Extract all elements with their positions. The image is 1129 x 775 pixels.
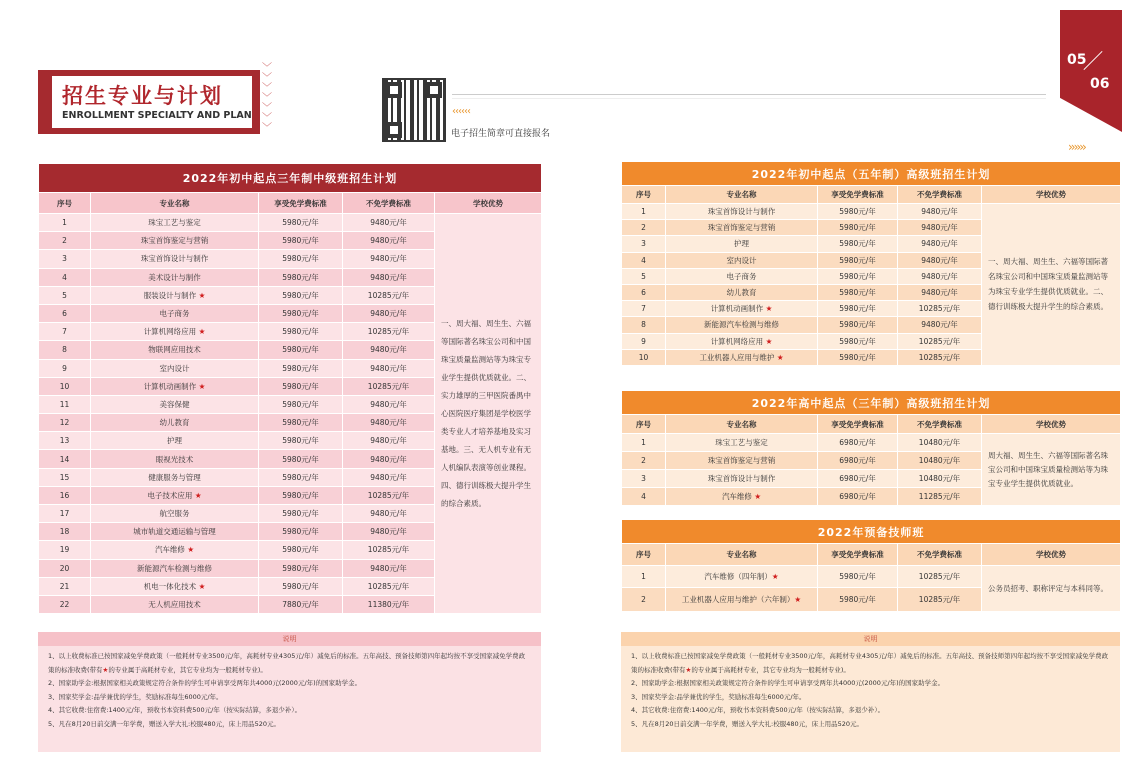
page-number-right: 06 xyxy=(1090,76,1110,92)
table-cell: 室内设计 xyxy=(666,252,818,268)
table-cell: 9480元/年 xyxy=(343,450,435,468)
table-cell: 汽车维修 ★ xyxy=(666,488,818,506)
table-cell: 11285元/年 xyxy=(898,488,982,506)
table-cell: 9480元/年 xyxy=(898,317,982,333)
note-line: 2、国家助学金:根据国家相关政策规定符合条件的学生可申请享受两年共4000元(2000元/年)的国家助学金。 xyxy=(48,679,362,687)
note-line: 2、国家助学金:根据国家相关政策规定符合条件的学生可申请享受两年共4000元(2000元/年)的国家助学金。 xyxy=(631,679,945,687)
table-cell: 9480元/年 xyxy=(343,432,435,450)
table-cell: 机电一体化技术 ★ xyxy=(91,577,259,595)
table-cell: 5980元/年 xyxy=(259,486,343,504)
table-cell: 9480元/年 xyxy=(898,268,982,284)
table-cell: 16 xyxy=(39,486,91,504)
table-cell: 9 xyxy=(39,359,91,377)
table-cell: 5980元/年 xyxy=(259,214,343,232)
table-cell: 10285元/年 xyxy=(898,333,982,349)
table-cell: 5980元/年 xyxy=(259,341,343,359)
notes-box-right xyxy=(621,632,1120,752)
column-header: 学校优势 xyxy=(435,193,542,214)
table-cell: 汽车维修 ★ xyxy=(91,541,259,559)
table-cell: 服装设计与制作 ★ xyxy=(91,286,259,304)
table-title: 2022年高中起点（三年制）高级班招生计划 xyxy=(622,391,1121,415)
table-cell: 5980元/年 xyxy=(818,333,898,349)
table-cell: 5980元/年 xyxy=(818,236,898,252)
table-cell: 5980元/年 xyxy=(259,359,343,377)
table-cell: 1 xyxy=(39,214,91,232)
table-cell: 新能源汽车检测与维修 xyxy=(91,559,259,577)
table-cell: 珠宝首饰鉴定与营销 xyxy=(666,220,818,236)
table-cell: 5980元/年 xyxy=(818,252,898,268)
table-cell: 4 xyxy=(622,252,666,268)
column-header: 序号 xyxy=(622,415,666,434)
table-cell: 9480元/年 xyxy=(343,359,435,377)
table-cell: 无人机应用技术 xyxy=(91,595,259,613)
table-cell: 9480元/年 xyxy=(343,304,435,322)
column-header: 学校优势 xyxy=(982,544,1121,566)
table-cell: 7 xyxy=(39,323,91,341)
table-cell: 10285元/年 xyxy=(343,541,435,559)
table-cell: 5980元/年 xyxy=(259,577,343,595)
table-cell: 6980元/年 xyxy=(818,488,898,506)
table-cell: 珠宝首饰设计与制作 xyxy=(666,470,818,488)
table-cell: 9480元/年 xyxy=(343,523,435,541)
table-cell: 8 xyxy=(39,341,91,359)
table-cell: 电子技术应用 ★ xyxy=(91,486,259,504)
qr-caption: 电子招生简章可直接报名 xyxy=(451,129,551,139)
table-cell: 9 xyxy=(622,333,666,349)
column-header: 专业名称 xyxy=(666,544,818,566)
table-cell: 珠宝首饰鉴定与营销 xyxy=(666,452,818,470)
table-cell: 护理 xyxy=(91,432,259,450)
page-subtitle: ENROLLMENT SPECIALTY AND PLAN xyxy=(62,110,252,121)
table-cell: 10285元/年 xyxy=(898,349,982,365)
table-cell: 10285元/年 xyxy=(898,301,982,317)
star-icon: ★ xyxy=(754,492,762,501)
note-line: 4、其它收费:住宿费:1400元/年，预收书本资料费500元/年（按实际结算，多退少补）。 xyxy=(631,706,885,714)
table-cell: 5980元/年 xyxy=(259,432,343,450)
table-title: 2022年预备技师班 xyxy=(622,520,1121,544)
table-cell: 10285元/年 xyxy=(343,286,435,304)
table-cell: 9480元/年 xyxy=(343,468,435,486)
table-cell: 22 xyxy=(39,595,91,613)
table-cell: 11380元/年 xyxy=(343,595,435,613)
table-cell: 10285元/年 xyxy=(343,577,435,595)
star-icon: ★ xyxy=(771,572,779,581)
table-cell: 5980元/年 xyxy=(259,450,343,468)
column-header: 不免学费标准 xyxy=(343,193,435,214)
table-cell: 珠宝首饰鉴定与营销 xyxy=(91,232,259,250)
star-icon: ★ xyxy=(685,665,692,674)
table-cell: 5980元/年 xyxy=(818,317,898,333)
column-header: 不免学费标准 xyxy=(898,415,982,434)
divider xyxy=(452,98,1046,99)
table-cell: 6 xyxy=(622,284,666,300)
table-cell: 9480元/年 xyxy=(898,252,982,268)
table-cell: 20 xyxy=(39,559,91,577)
note-line: 5、凡在8月20日前交满一年学费，赠送入学大礼:校服480元，床上用品520元。 xyxy=(48,719,281,728)
table-cell: 9480元/年 xyxy=(343,505,435,523)
table-cell: 21 xyxy=(39,577,91,595)
table-cell: 10 xyxy=(39,377,91,395)
table-cell: 9480元/年 xyxy=(343,341,435,359)
star-icon: ★ xyxy=(765,336,773,346)
table-cell: 1 xyxy=(622,204,666,220)
table-cell: 11 xyxy=(39,395,91,413)
table-cell: 9480元/年 xyxy=(898,220,982,236)
table-cell: 护理 xyxy=(666,236,818,252)
table-cell: 9480元/年 xyxy=(343,559,435,577)
table-cell: 5980元/年 xyxy=(259,414,343,432)
table-cell: 5980元/年 xyxy=(259,377,343,395)
right-plan-table-5yr xyxy=(621,161,1121,366)
star-icon: ★ xyxy=(198,381,206,391)
note-line: 4、其它收费:住宿费:1400元/年，预收书本资料费500元/年（按实际结算，多退少补）。 xyxy=(48,706,302,714)
qr-code-icon[interactable] xyxy=(382,78,446,142)
table-cell: 9480元/年 xyxy=(343,250,435,268)
note-line: 5、凡在8月20日前交满一年学费，赠送入学大礼:校服480元，床上用品520元。 xyxy=(631,719,864,728)
table-cell: 6980元/年 xyxy=(818,470,898,488)
table-cell: 5980元/年 xyxy=(818,204,898,220)
column-header: 序号 xyxy=(622,186,666,204)
table-cell: 5980元/年 xyxy=(259,232,343,250)
table-row xyxy=(622,434,1121,452)
table-title: 2022年初中起点三年制中级班招生计划 xyxy=(39,164,542,193)
table-cell: 计算机动画制作 ★ xyxy=(91,377,259,395)
column-header: 享受免学费标准 xyxy=(818,415,898,434)
page-number-flag xyxy=(1060,10,1122,132)
table-cell: 计算机网络应用 ★ xyxy=(91,323,259,341)
column-header: 专业名称 xyxy=(666,186,818,204)
table-cell: 新能源汽车检测与维修 xyxy=(666,317,818,333)
right-plan-table-tech xyxy=(621,519,1121,612)
table-cell: 珠宝工艺与鉴定 xyxy=(666,434,818,452)
table-cell: 14 xyxy=(39,450,91,468)
table-cell: 5980元/年 xyxy=(259,323,343,341)
notes-heading: 说明 xyxy=(621,632,1120,646)
star-icon: ★ xyxy=(794,595,802,604)
table-cell: 4 xyxy=(39,268,91,286)
column-header: 不免学费标准 xyxy=(898,186,982,204)
column-header: 不免学费标准 xyxy=(898,544,982,566)
table-cell: 航空服务 xyxy=(91,505,259,523)
table-cell: 5980元/年 xyxy=(259,304,343,322)
chevron-left-icon: ‹‹‹‹‹‹ xyxy=(452,106,470,117)
table-cell: 工业机器人应用与维护（六年制）★ xyxy=(666,588,818,612)
table-cell: 2 xyxy=(622,220,666,236)
table-row xyxy=(622,566,1121,588)
notes-heading: 说明 xyxy=(38,632,541,646)
table-row xyxy=(39,214,542,232)
table-cell: 7 xyxy=(622,301,666,317)
star-icon: ★ xyxy=(102,665,109,674)
table-cell: 物联网应用技术 xyxy=(91,341,259,359)
school-advantage: 一、周大福、周生生、六福等国际著名珠宝公司和中国珠宝质量监测站等为珠宝专业学生提供优质就业。二、实力雄厚的三甲医院番禺中心医院医疗集团是学校医学类专业人才培养基地及实习基地。三、无人机专业有无人机编队表演等创业课程。四、德行训练极大提升学生的综合素质。 xyxy=(435,214,542,614)
note-line: 1、以上收费标准已按国家减免学费政策（一般耗材专业3500元/年，高耗材专业4305元/年）减免后的标准。五年高技、预备技师第四年起均按不享受国家减免学费政策的标准收费(带有★的专业属于高耗材专业，其它专业均为一般耗材专业)。 xyxy=(631,652,1109,674)
table-cell: 1 xyxy=(622,566,666,588)
star-icon: ★ xyxy=(765,304,773,314)
table-cell: 5 xyxy=(622,268,666,284)
table-cell: 5980元/年 xyxy=(818,566,898,588)
column-header: 学校优势 xyxy=(982,415,1121,434)
table-cell: 5980元/年 xyxy=(818,301,898,317)
table-cell: 工业机器人应用与维护 ★ xyxy=(666,349,818,365)
school-advantage: 一、周大福、周生生、六福等国际著名珠宝公司和中国珠宝质量监测站等为珠宝专业学生提供优质就业。二、德行训练极大提升学生的综合素质。 xyxy=(982,204,1121,366)
table-cell: 5980元/年 xyxy=(259,541,343,559)
school-advantage: 周大福、周生生、六福等国际著名珠宝公司和中国珠宝质量检测站等为珠宝专业学生提供优质就业。 xyxy=(982,434,1121,506)
table-cell: 8 xyxy=(622,317,666,333)
table-cell: 美术设计与制作 xyxy=(91,268,259,286)
table-cell: 幼儿教育 xyxy=(666,284,818,300)
table-cell: 6 xyxy=(39,304,91,322)
table-cell: 珠宝首饰设计与制作 xyxy=(666,204,818,220)
table-cell: 17 xyxy=(39,505,91,523)
column-header: 序号 xyxy=(39,193,91,214)
table-cell: 电子商务 xyxy=(91,304,259,322)
table-cell: 美容保健 xyxy=(91,395,259,413)
table-cell: 2 xyxy=(622,588,666,612)
table-cell: 9480元/年 xyxy=(898,284,982,300)
table-cell: 电子商务 xyxy=(666,268,818,284)
table-cell: 计算机网络应用 ★ xyxy=(666,333,818,349)
table-cell: 5980元/年 xyxy=(259,395,343,413)
note-line: 1、以上收费标准已按国家减免学费政策（一般耗材专业3500元/年，高耗材专业4305元/年）减免后的标准。五年高技、预备技师第四年起均按不享受国家减免学费政策的标准收费(带有★的专业属于高耗材专业，其它专业均为一般耗材专业)。 xyxy=(48,652,526,674)
table-cell: 5980元/年 xyxy=(259,559,343,577)
table-row xyxy=(622,204,1121,220)
table-cell: 5980元/年 xyxy=(259,505,343,523)
divider xyxy=(452,94,1046,95)
table-cell: 6980元/年 xyxy=(818,434,898,452)
table-cell: 19 xyxy=(39,541,91,559)
table-cell: 10285元/年 xyxy=(343,377,435,395)
school-advantage: 公务员招考、职称评定与本科同等。 xyxy=(982,566,1121,612)
table-cell: 15 xyxy=(39,468,91,486)
table-cell: 计算机动画制作 ★ xyxy=(666,301,818,317)
table-cell: 7880元/年 xyxy=(259,595,343,613)
column-header: 享受免学费标准 xyxy=(818,544,898,566)
right-plan-table-hs xyxy=(621,390,1121,506)
table-cell: 9480元/年 xyxy=(343,232,435,250)
table-cell: 9480元/年 xyxy=(898,204,982,220)
table-cell: 5980元/年 xyxy=(259,286,343,304)
table-cell: 18 xyxy=(39,523,91,541)
column-header: 享受免学费标准 xyxy=(818,186,898,204)
table-title: 2022年初中起点（五年制）高级班招生计划 xyxy=(622,162,1121,186)
table-cell: 9480元/年 xyxy=(343,414,435,432)
chevron-down-icon: ﹀ ﹀ ﹀ ﹀ ﹀ ﹀ ﹀ xyxy=(262,63,272,134)
table-cell: 10285元/年 xyxy=(898,588,982,612)
table-cell: 2 xyxy=(39,232,91,250)
star-icon: ★ xyxy=(776,352,784,362)
star-icon: ★ xyxy=(194,490,202,500)
table-cell: 10 xyxy=(622,349,666,365)
column-header: 专业名称 xyxy=(666,415,818,434)
table-cell: 眼视光技术 xyxy=(91,450,259,468)
table-cell: 5980元/年 xyxy=(818,284,898,300)
table-cell: 汽车维修（四年制）★ xyxy=(666,566,818,588)
table-cell: 5 xyxy=(39,286,91,304)
table-cell: 5980元/年 xyxy=(259,523,343,541)
table-cell: 珠宝首饰设计与制作 xyxy=(91,250,259,268)
table-cell: 5980元/年 xyxy=(818,268,898,284)
table-cell: 12 xyxy=(39,414,91,432)
star-icon: ★ xyxy=(198,327,206,337)
table-cell: 5980元/年 xyxy=(259,250,343,268)
table-cell: 健康服务与管理 xyxy=(91,468,259,486)
column-header: 学校优势 xyxy=(982,186,1121,204)
table-cell: 9480元/年 xyxy=(898,236,982,252)
table-cell: 10285元/年 xyxy=(343,323,435,341)
table-cell: 2 xyxy=(622,452,666,470)
table-cell: 10285元/年 xyxy=(343,486,435,504)
star-icon: ★ xyxy=(198,581,206,591)
table-cell: 珠宝工艺与鉴定 xyxy=(91,214,259,232)
table-cell: 5980元/年 xyxy=(259,468,343,486)
table-cell: 4 xyxy=(622,488,666,506)
table-cell: 6980元/年 xyxy=(818,452,898,470)
table-cell: 城市轨道交通运输与管理 xyxy=(91,523,259,541)
notes-box-left xyxy=(38,632,541,752)
table-cell: 5980元/年 xyxy=(818,588,898,612)
table-cell: 3 xyxy=(622,470,666,488)
table-cell: 10480元/年 xyxy=(898,434,982,452)
table-cell: 10480元/年 xyxy=(898,470,982,488)
table-cell: 13 xyxy=(39,432,91,450)
left-plan-table xyxy=(38,163,542,614)
table-cell: 9480元/年 xyxy=(343,214,435,232)
star-icon: ★ xyxy=(187,545,195,555)
table-cell: 3 xyxy=(39,250,91,268)
table-cell: 5980元/年 xyxy=(818,220,898,236)
column-header: 享受免学费标准 xyxy=(259,193,343,214)
table-cell: 9480元/年 xyxy=(343,268,435,286)
note-line: 3、国家奖学金:品学兼优的学生，奖励标准每生6000元/年。 xyxy=(631,692,806,701)
chevron-right-icon: ›››››› xyxy=(1068,140,1085,154)
column-header: 专业名称 xyxy=(91,193,259,214)
table-cell: 3 xyxy=(622,236,666,252)
page-title: 招生专业与计划 xyxy=(62,84,223,108)
table-cell: 10285元/年 xyxy=(898,566,982,588)
page-number-left: 05 xyxy=(1067,52,1087,68)
table-cell: 室内设计 xyxy=(91,359,259,377)
table-cell: 10480元/年 xyxy=(898,452,982,470)
note-line: 3、国家奖学金:品学兼优的学生，奖励标准每生6000元/年。 xyxy=(48,692,223,701)
table-cell: 1 xyxy=(622,434,666,452)
table-cell: 9480元/年 xyxy=(343,395,435,413)
star-icon: ★ xyxy=(198,290,206,300)
table-cell: 5980元/年 xyxy=(818,349,898,365)
table-cell: 5980元/年 xyxy=(259,268,343,286)
table-cell: 幼儿教育 xyxy=(91,414,259,432)
column-header: 序号 xyxy=(622,544,666,566)
